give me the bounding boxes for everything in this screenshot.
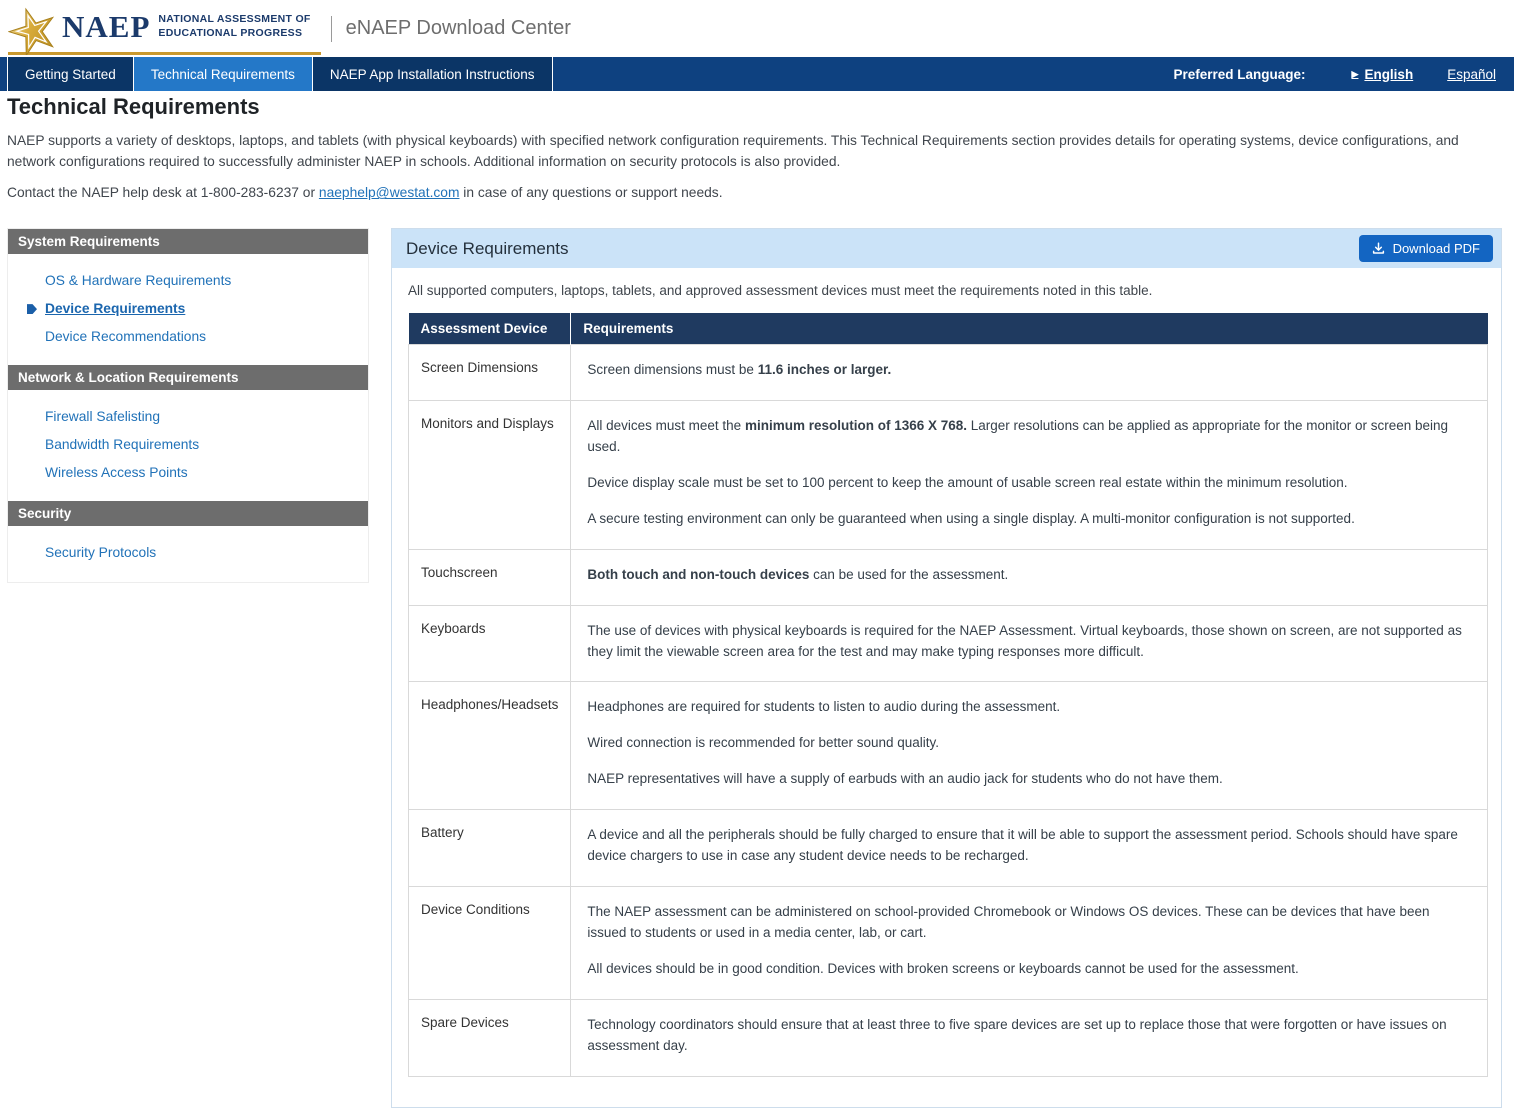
- nav-tab[interactable]: NAEP App Installation Instructions: [313, 57, 553, 91]
- sidebar-item-label: Security Protocols: [45, 545, 157, 561]
- column-header-device: Assessment Device: [409, 313, 571, 345]
- column-header-requirements: Requirements: [571, 313, 1488, 345]
- device-cell: Screen Dimensions: [409, 345, 571, 401]
- requirements-cell: Headphones are required for students to listen to audio during the assessment. Wired connection is recommended for better sound quality. NAEP representatives will have a supply of earbuds with an audio jack for students who do not have them.: [571, 682, 1488, 810]
- device-requirements-table: [408, 313, 1488, 1077]
- sidebar-item[interactable]: [8, 323, 368, 351]
- sidebar-section-list: [8, 390, 368, 501]
- device-cell: Monitors and Displays: [409, 400, 571, 549]
- language-option-label: Español: [1447, 66, 1496, 82]
- app-title: eNAEP Download Center: [345, 17, 571, 39]
- sidebar-item[interactable]: [8, 403, 368, 431]
- device-cell: Keyboards: [409, 605, 571, 682]
- nav-tab[interactable]: Technical Requirements: [134, 57, 313, 91]
- naep-logo: [8, 3, 321, 55]
- table-row: [409, 887, 1488, 1000]
- requirements-cell: Both touch and non-touch devices can be used for the assessment.: [571, 549, 1488, 605]
- table-row: [409, 345, 1488, 401]
- device-cell: Spare Devices: [409, 999, 571, 1076]
- download-pdf-button[interactable]: Download PDF: [1359, 235, 1493, 262]
- table-row: [409, 810, 1488, 887]
- page-intro: [7, 131, 1502, 204]
- sidebar-nav: [7, 228, 369, 582]
- sidebar-item-label: Bandwidth Requirements: [45, 437, 200, 453]
- table-header-row: [409, 313, 1488, 345]
- star-icon: [8, 7, 58, 55]
- language-options: [1352, 67, 1496, 82]
- language-switcher: [1173, 57, 1514, 91]
- table-row: [409, 605, 1488, 682]
- sidebar-item-label: Device Requirements: [45, 301, 186, 317]
- sidebar-item[interactable]: [8, 539, 368, 567]
- page-content: [0, 94, 1514, 1108]
- table-row: [409, 400, 1488, 549]
- active-item-marker-icon: [27, 304, 37, 314]
- language-label: Preferred Language:: [1173, 66, 1306, 82]
- sidebar-item-label: Wireless Access Points: [45, 465, 188, 481]
- nav-tab[interactable]: Getting Started: [7, 57, 134, 91]
- sidebar-section-header: System Requirements: [8, 229, 368, 254]
- intro-paragraph: NAEP supports a variety of desktops, laptops, and tablets (with physical keyboards) with specified network configuration requirements. This Technical Requirements section provides details for operating systems, device configurations, and network configurations required to successfully administer NAEP in schools. Additional information on security protocols is also provided.: [7, 133, 1459, 169]
- sidebar-section-list: [8, 526, 368, 581]
- sidebar-section-header: Security: [8, 501, 368, 526]
- language-option-label: English: [1364, 66, 1414, 82]
- sidebar-item[interactable]: [8, 431, 368, 459]
- panel-header: [392, 229, 1501, 268]
- main-nav: [0, 57, 1514, 91]
- download-icon: [1372, 242, 1385, 255]
- requirements-cell: Technology coordinators should ensure that at least three to five spare devices are set up to replace those that were forgotten or have issues on assessment day.: [571, 999, 1488, 1076]
- header-divider: [331, 16, 332, 42]
- sidebar-item[interactable]: [8, 459, 368, 487]
- contact-paragraph: Contact the NAEP help desk at 1-800-283-6237 or naephelp@westat.com in case of any questions or support needs.: [7, 185, 723, 201]
- nav-tabs: [7, 57, 553, 91]
- table-row: [409, 682, 1488, 810]
- page-title: Technical Requirements: [7, 94, 260, 119]
- table-row: [409, 999, 1488, 1076]
- top-header: [0, 0, 1514, 57]
- sidebar-item[interactable]: [8, 295, 368, 323]
- language-option[interactable]: [1352, 67, 1414, 82]
- panel-title: Device Requirements: [406, 238, 569, 258]
- sidebar-item[interactable]: [8, 267, 368, 295]
- device-cell: Battery: [409, 810, 571, 887]
- table-row: [409, 549, 1488, 605]
- sidebar-item-label: OS & Hardware Requirements: [45, 273, 232, 289]
- selected-language-arrow-icon: ▶: [1351, 68, 1359, 79]
- logo-acronym: NAEP: [62, 8, 151, 44]
- device-cell: Touchscreen: [409, 549, 571, 605]
- device-requirements-panel: [391, 228, 1502, 1108]
- requirements-cell: The use of devices with physical keyboards is required for the NAEP Assessment. Virtual keyboards, those shown on screen, are not supported as they limit the viewable screen area for the test and may make typing responses more difficult.: [571, 605, 1488, 682]
- sidebar-item-label: Device Recommendations: [45, 329, 207, 345]
- help-email-link[interactable]: naephelp@westat.com: [318, 185, 460, 201]
- device-cell: Headphones/Headsets: [409, 682, 571, 810]
- sidebar-section-list: [8, 254, 368, 365]
- device-cell: Device Conditions: [409, 887, 571, 1000]
- logo-subtitle: NATIONAL ASSESSMENT OF EDUCATIONAL PROGRESS: [158, 13, 311, 39]
- requirements-cell: A device and all the peripherals should be fully charged to ensure that it will be able to support the assessment period. Schools should have spare device chargers to use in case any student device needs to be recharged.: [571, 810, 1488, 887]
- requirements-cell: All devices must meet the minimum resolution of 1366 X 768. Larger resolutions can be applied as appropriate for the monitor or screen being used. Device display scale must be set to 100 percent to keep the amount of usable screen real estate within the minimum resolution. A secure testing environment can only be guaranteed when using a single display. A multi-monitor configuration is not supported.: [571, 400, 1488, 549]
- panel-intro-text: All supported computers, laptops, tablets, and approved assessment devices must meet the requirements noted in this table.: [408, 283, 1153, 299]
- requirements-cell: Screen dimensions must be 11.6 inches or larger.: [571, 345, 1488, 401]
- sidebar-item-label: Firewall Safelisting: [45, 409, 161, 425]
- requirements-cell: The NAEP assessment can be administered on school-provided Chromebook or Windows OS devices. These can be devices that have been issued to students or used in a media center, lab, or cart. All devices should be in good condition. Devices with broken screens or keyboards cannot be used for the assessment.: [571, 887, 1488, 1000]
- sidebar-section-header: Network & Location Requirements: [8, 365, 368, 390]
- language-option[interactable]: [1447, 67, 1496, 82]
